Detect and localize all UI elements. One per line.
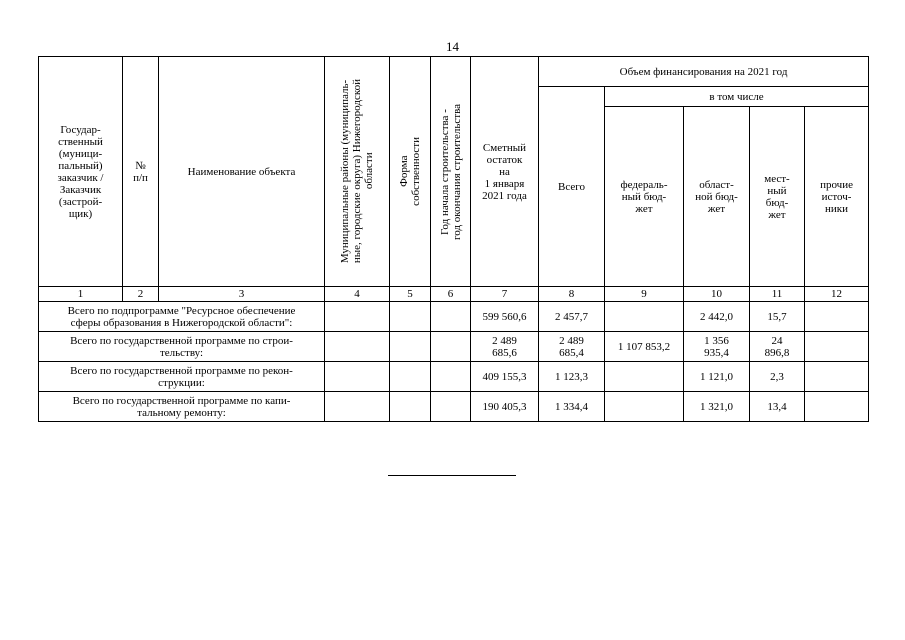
cell-total: 2 457,7: [539, 302, 605, 332]
header-ownership-form: Форма собственности: [390, 57, 431, 287]
column-number: 10: [684, 287, 750, 302]
header-including: в том числе: [605, 87, 869, 107]
cell-local: 2,3: [750, 362, 805, 392]
cell-ownership: [390, 332, 431, 362]
cell-local: 24 896,8: [750, 332, 805, 362]
column-number: 4: [325, 287, 390, 302]
cell-total: 2 489 685,4: [539, 332, 605, 362]
cell-local: 15,7: [750, 302, 805, 332]
column-number: 12: [805, 287, 869, 302]
table-row: [39, 392, 869, 422]
row-label: Всего по государственной программе по строи- тельству:: [39, 332, 325, 362]
table-row: [39, 362, 869, 392]
cell-regional: 1 356 935,4: [684, 332, 750, 362]
header-total: Всего: [539, 87, 605, 287]
cell-years: [431, 392, 471, 422]
cell-regional: 1 121,0: [684, 362, 750, 392]
header-construction-years: Год начала строительства - год окончания строительства: [431, 57, 471, 287]
cell-federal: [605, 392, 684, 422]
row-label: Всего по подпрограмме "Ресурсное обеспечение сферы образования в Нижегородской области":: [39, 302, 325, 332]
header-estimated-remainder: Сметный остаток на 1 января 2021 года: [471, 57, 539, 287]
header-federal-budget: федераль- ный бюд- жет: [605, 107, 684, 287]
header-regional-budget: област- ной бюд- жет: [684, 107, 750, 287]
header-municipal-districts: Муниципальные районы (муниципаль- ные, городские округа) Нижегородской области: [325, 57, 390, 287]
cell-other: [805, 332, 869, 362]
cell-federal: 1 107 853,2: [605, 332, 684, 362]
cell-federal: [605, 362, 684, 392]
cell-ownership: [390, 392, 431, 422]
cell-remainder: 190 405,3: [471, 392, 539, 422]
cell-other: [805, 302, 869, 332]
cell-remainder: 409 155,3: [471, 362, 539, 392]
cell-years: [431, 332, 471, 362]
column-number: 5: [390, 287, 431, 302]
cell-remainder: 2 489 685,6: [471, 332, 539, 362]
cell-regional: 1 321,0: [684, 392, 750, 422]
cell-total: 1 123,3: [539, 362, 605, 392]
column-number: 11: [750, 287, 805, 302]
cell-municipal: [325, 332, 390, 362]
table-row: [39, 302, 869, 332]
header-local-budget: мест- ный бюд- жет: [750, 107, 805, 287]
cell-ownership: [390, 302, 431, 332]
column-number: 6: [431, 287, 471, 302]
closing-rule: [388, 475, 516, 476]
column-number: 9: [605, 287, 684, 302]
cell-remainder: 599 560,6: [471, 302, 539, 332]
column-number: 7: [471, 287, 539, 302]
row-label: Всего по государственной программе по капи- тальному ремонту:: [39, 392, 325, 422]
column-number: 3: [159, 287, 325, 302]
cell-years: [431, 362, 471, 392]
cell-other: [805, 362, 869, 392]
header-customer: Государ- ственный (муници- пальный) заказчик / Заказчик (застрой- щик): [39, 57, 123, 287]
cell-municipal: [325, 392, 390, 422]
column-number-row: [39, 287, 869, 302]
header-financing-2021: Объем финансирования на 2021 год: [539, 57, 869, 87]
cell-federal: [605, 302, 684, 332]
row-label: Всего по государственной программе по рекон- струкции:: [39, 362, 325, 392]
column-number: 8: [539, 287, 605, 302]
cell-regional: 2 442,0: [684, 302, 750, 332]
cell-municipal: [325, 362, 390, 392]
table-row: [39, 332, 869, 362]
cell-municipal: [325, 302, 390, 332]
header-object-name: Наименование объекта: [159, 57, 325, 287]
cell-ownership: [390, 362, 431, 392]
cell-years: [431, 302, 471, 332]
page-number: 14: [446, 39, 459, 54]
cell-local: 13,4: [750, 392, 805, 422]
cell-total: 1 334,4: [539, 392, 605, 422]
column-number: 1: [39, 287, 123, 302]
header-other-sources: прочие источ- ники: [805, 107, 869, 287]
header-row-number: № п/п: [123, 57, 159, 287]
column-number: 2: [123, 287, 159, 302]
financing-table: [38, 56, 869, 422]
cell-other: [805, 392, 869, 422]
